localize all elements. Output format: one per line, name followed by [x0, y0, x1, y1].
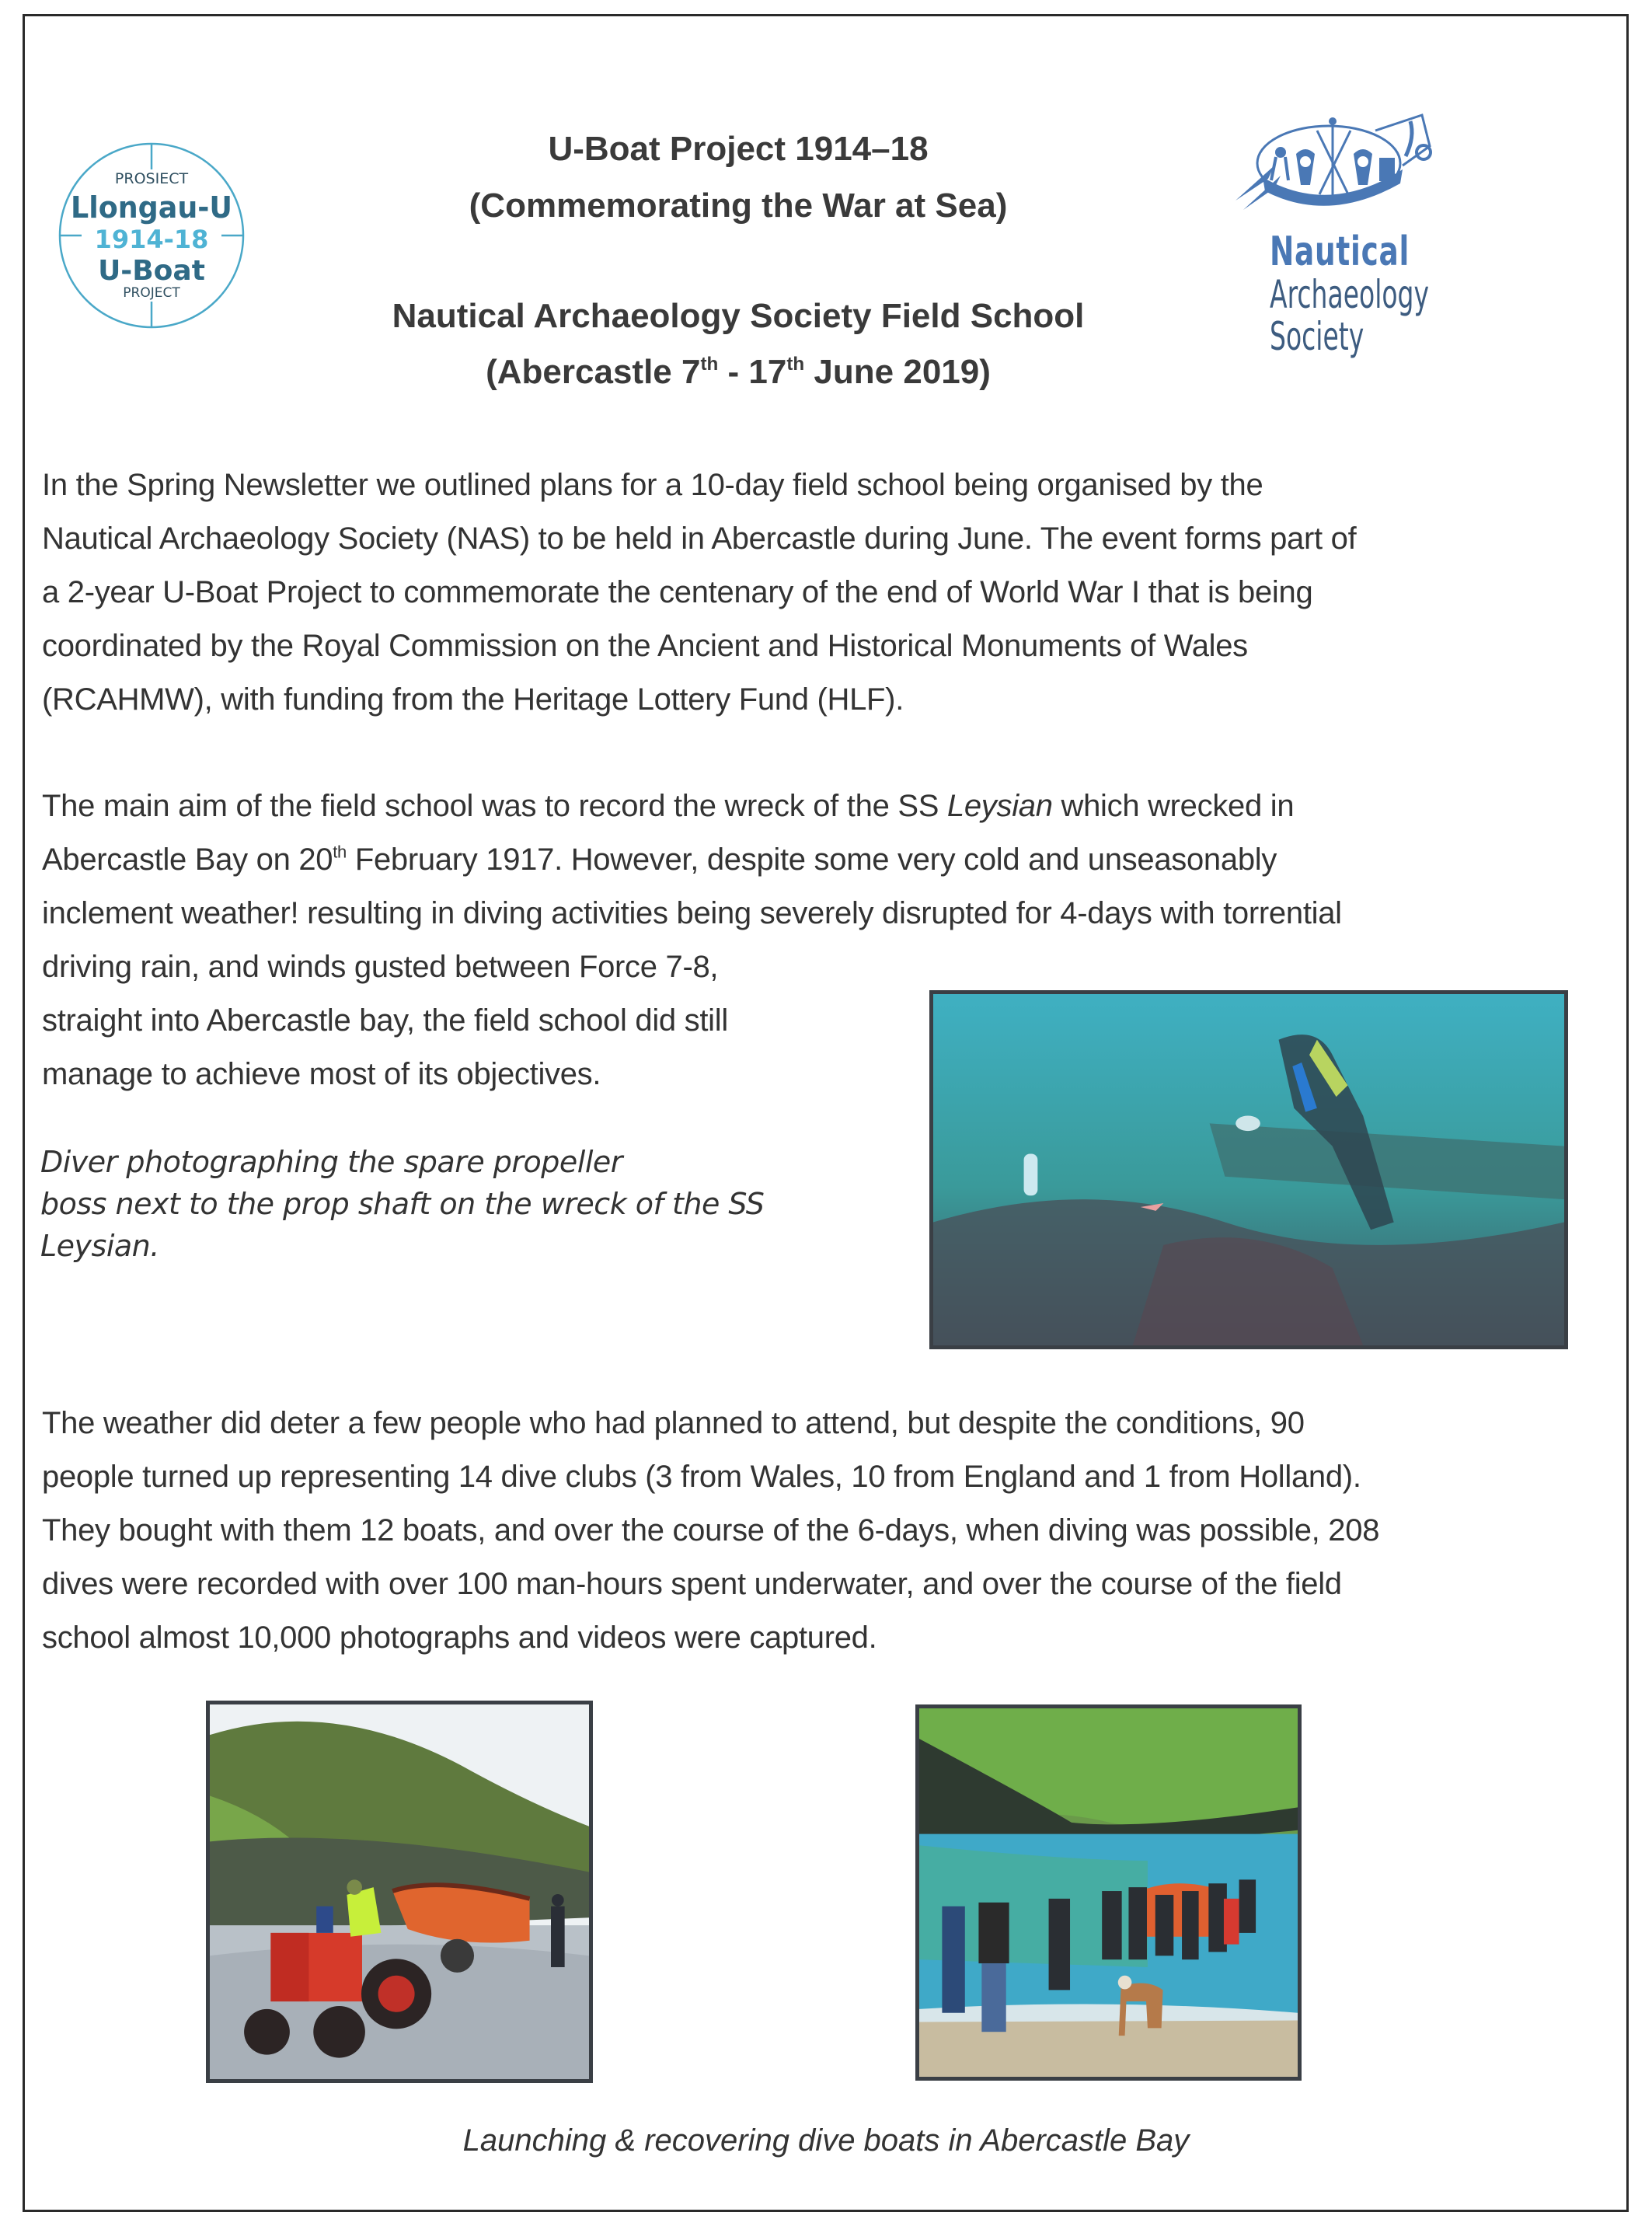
field-school-dates: (Abercastle 7th - 17th June 2019)	[486, 353, 991, 391]
svg-text:PROSIECT: PROSIECT	[114, 170, 189, 187]
ship-name: Leysian	[946, 789, 1053, 823]
boats-photo-caption: Launching & recovering dive boats in Abercastle Bay	[462, 2123, 1190, 2158]
field-school-title: Nautical Archaeology Society Field School	[392, 297, 1085, 335]
aim-paragraph: The main aim of the field school was to record the wreck of the SS Leysian which wrecked in Abercastle Bay on 20th February 1917. However, despite some very cold and unseasonably inclement weather! resulting in diving activities being severely disrupted for 4-days with torrential driving rain, and winds gusted between Force 7-8, straight into Abercastle bay, the field school did still manage to achieve most of its objectives.	[42, 789, 1342, 1091]
uboat-project-logo	[47, 131, 256, 340]
intro-paragraph: In the Spring Newsletter we outlined plans for a 10-day field school being organised by the Nautical Archaeology Society (NAS) to be held in Abercastle during June. The event forms part of a 2-year U-Boat Project to commemorate the centenary of the end of World War I that is being coordinated by the Royal Commission on the Ancient and Historical Monuments of Wales (RCAHMW), with funding from the Heritage Lottery Fund (HLF).	[42, 468, 1357, 717]
svg-text:U-Boat: U-Boat	[98, 255, 205, 287]
nautical-archaeology-society-logo	[1220, 107, 1469, 364]
tractor-launch-photo	[206, 1701, 593, 2083]
diver-photo	[929, 990, 1568, 1349]
nas-logo-line3: Society	[1270, 314, 1364, 359]
svg-text:Llongau-U: Llongau-U	[71, 190, 232, 225]
attendance-paragraph: The weather did deter a few people who had planned to attend, but despite the conditions, 90 people turned up representing 14 dive clubs (3 from Wales, 10 from England and 1 from Holland). They bought with them 12 boats, and over the course of the 6-days, when diving was possible, 208 dives were recorded with over 100 man-hours spent underwater, and over the course of the field school almost 10,000 photographs and videos were captured.	[42, 1406, 1380, 1655]
ship-emblem-icon	[1220, 107, 1453, 232]
crosshair-roundel-icon	[47, 131, 256, 340]
svg-text:1914-18: 1914-18	[94, 225, 209, 254]
project-subtitle: (Commemorating the War at Sea)	[469, 187, 1008, 225]
nas-logo-line1: Nautical	[1270, 229, 1410, 275]
diver-photo-caption: Diver photographing the spare propeller boss next to the prop shaft on the wreck of the SS Leysian.	[40, 1145, 765, 1263]
beach-recovery-photo	[915, 1704, 1302, 2081]
svg-text:PROJECT: PROJECT	[123, 285, 180, 301]
project-title: U-Boat Project 1914–18	[548, 130, 929, 168]
nas-logo-line2: Archaeology	[1270, 272, 1430, 317]
